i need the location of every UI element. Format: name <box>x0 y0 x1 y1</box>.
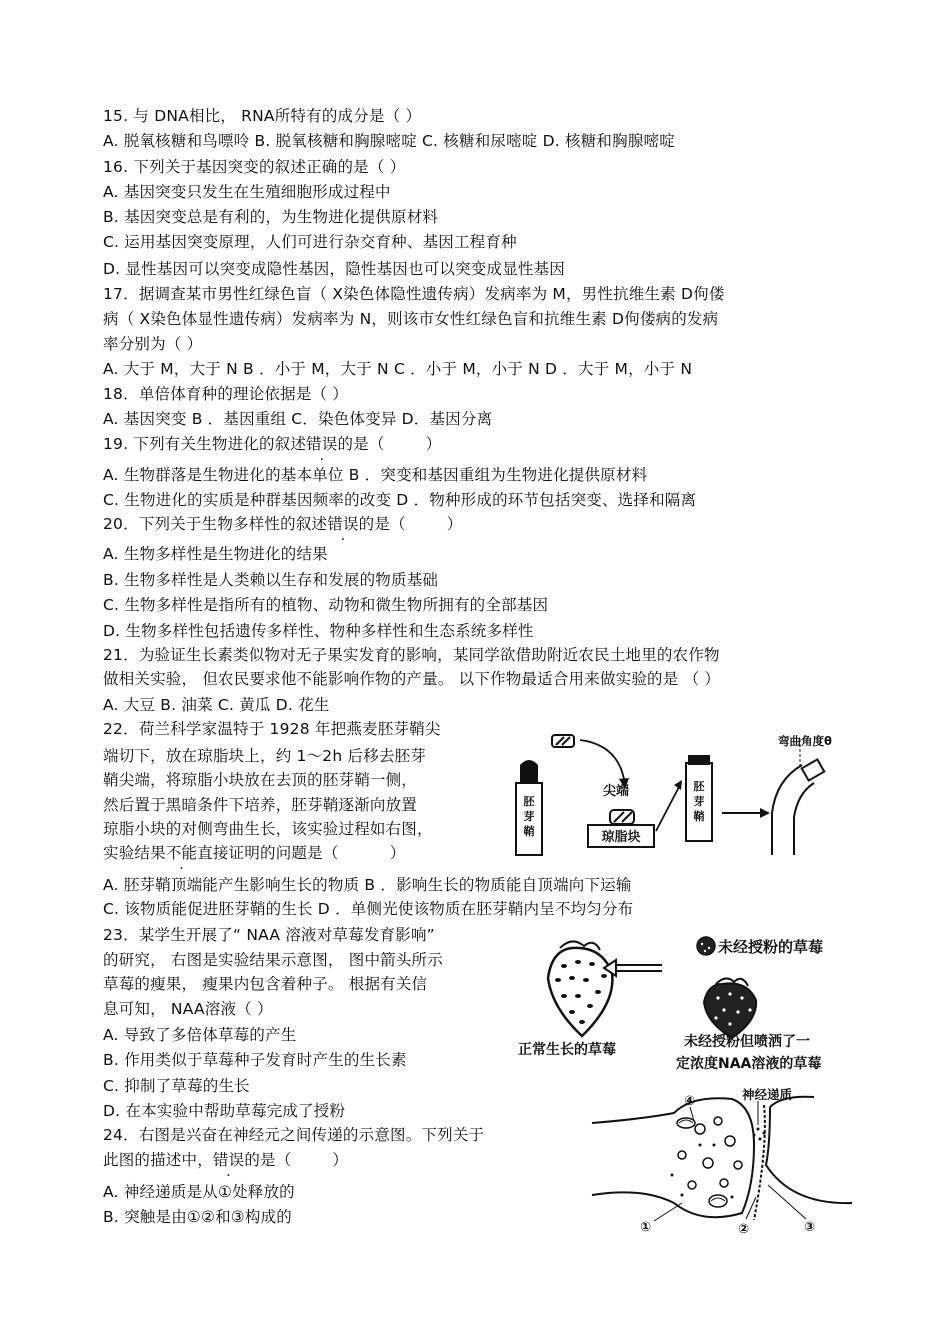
q16-stem: 16. 下列关于基因突变的叙述正确的是（ ） <box>103 158 406 176</box>
coleoptile-left-label-2: 芽 <box>523 810 535 823</box>
q17-options: A. 大于 M，大于 N B ．小于 M，大于 N C ．小于 M，小于 N D ．大于 M，小于 N <box>103 360 693 378</box>
q22-stem-line3: 鞘尖端，将琼脂小块放在去顶的胚芽鞘一侧， <box>103 771 418 789</box>
postsynaptic-neuron <box>766 1107 852 1203</box>
mitochondria <box>677 1118 727 1207</box>
q16-option-a: A. 基因突变只发生在生殖细胞形成过程中 <box>103 183 391 201</box>
q18-options: A. 基因突变 B ．基因重组 C．染色体变异 D．基因分离 <box>103 410 493 428</box>
q18-stem: 18．单倍体育种的理论依据是（ ） <box>103 385 349 403</box>
coleoptile-left-label-3: 鞘 <box>523 825 535 838</box>
arrow-to-coleoptile <box>656 785 680 831</box>
q22-stem-pre: 实验结果 <box>103 844 166 862</box>
q15-stem: 15. 与 DNA相比， RNA所特有的成分是（ ） <box>103 107 422 125</box>
q22-stem-line2: 端切下，放在琼脂块上，约 1～2h 后移去胚芽 <box>103 747 427 765</box>
q21-stem-line1: 21．为验证生长素类似物对无子果实发育的影响，某同学欲借助附近农民土地里的农作物 <box>103 646 720 664</box>
q24-stem-line2 <box>103 1150 348 1170</box>
q17-stem-line1: 17．据调查某市男性红绿色盲（ X染色体隐性遗传病）发病率为 M，男性抗维生素 D佝偻 <box>103 285 725 303</box>
unpollinated-strawberry <box>697 937 715 955</box>
q24-option-b: B. 突触是由①②和③构成的 <box>103 1208 292 1226</box>
q24-stem-emphasis: 错误 <box>212 1151 245 1169</box>
agar-label: 琼脂块 <box>601 830 641 845</box>
q22-stem-line6 <box>103 843 406 863</box>
bent-coleoptile-left <box>772 765 802 855</box>
q24-stem-pre: 此图的描述中， <box>103 1151 213 1169</box>
q23-stem-line1: 23．某学生开展了“ NAA 溶液对草莓发育影响” <box>103 926 435 944</box>
bent-coleoptile-right <box>794 783 814 855</box>
q19-stem-emphasis: 错误 <box>306 435 338 453</box>
q16-option-d: D. 显性基因可以突变成隐性基因，隐性基因也可以突变成显性基因 <box>103 260 565 278</box>
unpollinated-label: 未经授粉的草莓 <box>718 938 824 956</box>
q20-stem <box>103 514 462 534</box>
coleoptile-experiment-figure <box>510 725 870 860</box>
q19-options-cd: C. 生物进化的实质是种群基因频率的改变 D ．物种形成的环节包括突变、选择和隔离 <box>103 491 697 509</box>
treated-label-line1: 未经授粉但喷洒了一 <box>684 1034 810 1050</box>
q17-stem-line3: 率分别为（ ） <box>103 335 203 353</box>
q22-stem-line1: 22．荷兰科学家温特于 1928 年把燕麦胚芽鞘尖 <box>103 720 441 738</box>
q22-stem-line4: 然后置于黑暗条件下培养，胚芽鞘逐渐向放置 <box>103 796 418 814</box>
q19-options-ab: A. 生物群落是生物进化的基本单位 B ．突变和基因重组为生物进化提供原材料 <box>103 466 648 484</box>
strawberry-figure <box>512 928 872 1076</box>
label-1: ① <box>640 1220 652 1235</box>
q19-stem-pre: 19. 下列有关生物进化的叙述 <box>103 435 307 453</box>
q24-stem-line1: 24．右图是兴奋在神经元之间传递的示意图。下列关于 <box>103 1126 485 1144</box>
angle-label: 弯曲角度θ <box>778 734 832 748</box>
treated-strawberry <box>704 983 756 1038</box>
q15-options: A. 脱氧核糖和鸟嘌呤 B. 脱氧核糖和胸腺嘧啶 C. 核糖和尿嘧啶 D. 核糖和胸腺嘧啶 <box>103 132 675 150</box>
label-4: ④ <box>684 1094 696 1109</box>
q22-options-cd: C. 该物质能促进胚芽鞘的生长 D ．单侧光使该物质在胚芽鞘内呈不均匀分布 <box>103 900 634 918</box>
q23-stem-line4: 息可知， NAA溶液（ ） <box>103 1000 273 1018</box>
sheath-label-3: 鞘 <box>693 810 705 823</box>
q23-option-b: B. 作用类似于草莓种子发育时产生的生长素 <box>103 1051 407 1069</box>
q22-stem-line5: 琼脂小块的对侧弯曲生长，该实验过程如右图， <box>103 820 433 838</box>
q22-options-ab: A. 胚芽鞘顶端能产生影响生长的物质 B ．影响生长的物质能自顶端向下运输 <box>103 876 632 894</box>
treated-label-line2: 定浓度NAA溶液的草莓 <box>676 1056 822 1072</box>
q24-option-a: A. 神经递质是从①处释放的 <box>103 1183 295 1201</box>
synapse-figure <box>582 1085 872 1235</box>
agar-on-bent <box>802 759 825 780</box>
q22-stem-post: 直接证明的问题是（ ） <box>197 844 406 862</box>
q20-option-d: D. 生物多样性包括遗传多样性、物种多样性和生态系统多样性 <box>103 622 534 640</box>
q20-option-b: B. 生物多样性是人类赖以生存和发展的物质基础 <box>103 571 439 589</box>
coleoptile-left-tip <box>520 760 538 783</box>
q20-option-a: A. 生物多样性是生物进化的结果 <box>103 545 328 563</box>
sheath-label-2: 芽 <box>693 795 705 808</box>
q21-options: A. 大豆 B. 油菜 C. 黄瓜 D. 花生 <box>103 696 330 714</box>
q20-stem-post: 的是（ ） <box>358 515 463 533</box>
q19-stem <box>103 434 441 454</box>
label-3: ③ <box>804 1220 816 1235</box>
q21-stem-line2: 做相关实验， 但农民要求他不能影响作物的产量。 以下作物最适合用来做实验的是 （ ） <box>103 670 721 688</box>
q23-option-a: A. 导致了多倍体草莓的产生 <box>103 1026 297 1044</box>
q20-stem-emphasis: 错误 <box>327 515 359 533</box>
q20-option-c: C. 生物多样性是指所有的植物、动物和微生物所拥有的全部基因 <box>103 596 549 614</box>
label-2: ② <box>738 1222 750 1235</box>
q19-stem-post: 的是（ ） <box>337 435 442 453</box>
q16-option-c: C. 运用基因突变原理，人们可进行杂交育种、基因工程育种 <box>103 233 517 251</box>
q23-option-c: C. 抑制了草莓的生长 <box>103 1077 250 1095</box>
q20-stem-pre: 20．下列关于生物多样性的叙述 <box>103 515 328 533</box>
postsynaptic-membrane <box>754 1105 765 1220</box>
q24-stem-post: 的是（ ） <box>244 1151 349 1169</box>
agar-on-top <box>688 755 710 765</box>
q23-stem-line2: 的研究， 右图是实验结果示意图， 图中箭头所示 <box>103 951 443 969</box>
q17-stem-line2: 病（ X染色体显性遗传病）发病率为 N，则该市女性红绿色盲和抗维生素 D佝偻病的发病 <box>103 310 719 328</box>
tip-label: 尖端 <box>603 784 630 799</box>
q23-option-d: D. 在本实验中帮助草莓完成了授粉 <box>103 1102 346 1120</box>
q16-option-b: B. 基因突变总是有利的，为生物进化提供原材料 <box>103 208 439 226</box>
normal-strawberry-label: 正常生长的草莓 <box>518 1042 616 1058</box>
axon-terminal <box>592 1098 754 1217</box>
curved-arrow <box>580 740 625 785</box>
coleoptile-left-label-1: 胚 <box>523 795 535 808</box>
q23-stem-line3: 草莓的瘦果， 瘦果内包含着种子。 根据有关信 <box>103 975 428 993</box>
transmitter-label: 神经递质 <box>742 1087 793 1102</box>
sheath-label-1: 胚 <box>693 780 705 793</box>
q22-stem-emphasis: 不能 <box>165 844 198 862</box>
